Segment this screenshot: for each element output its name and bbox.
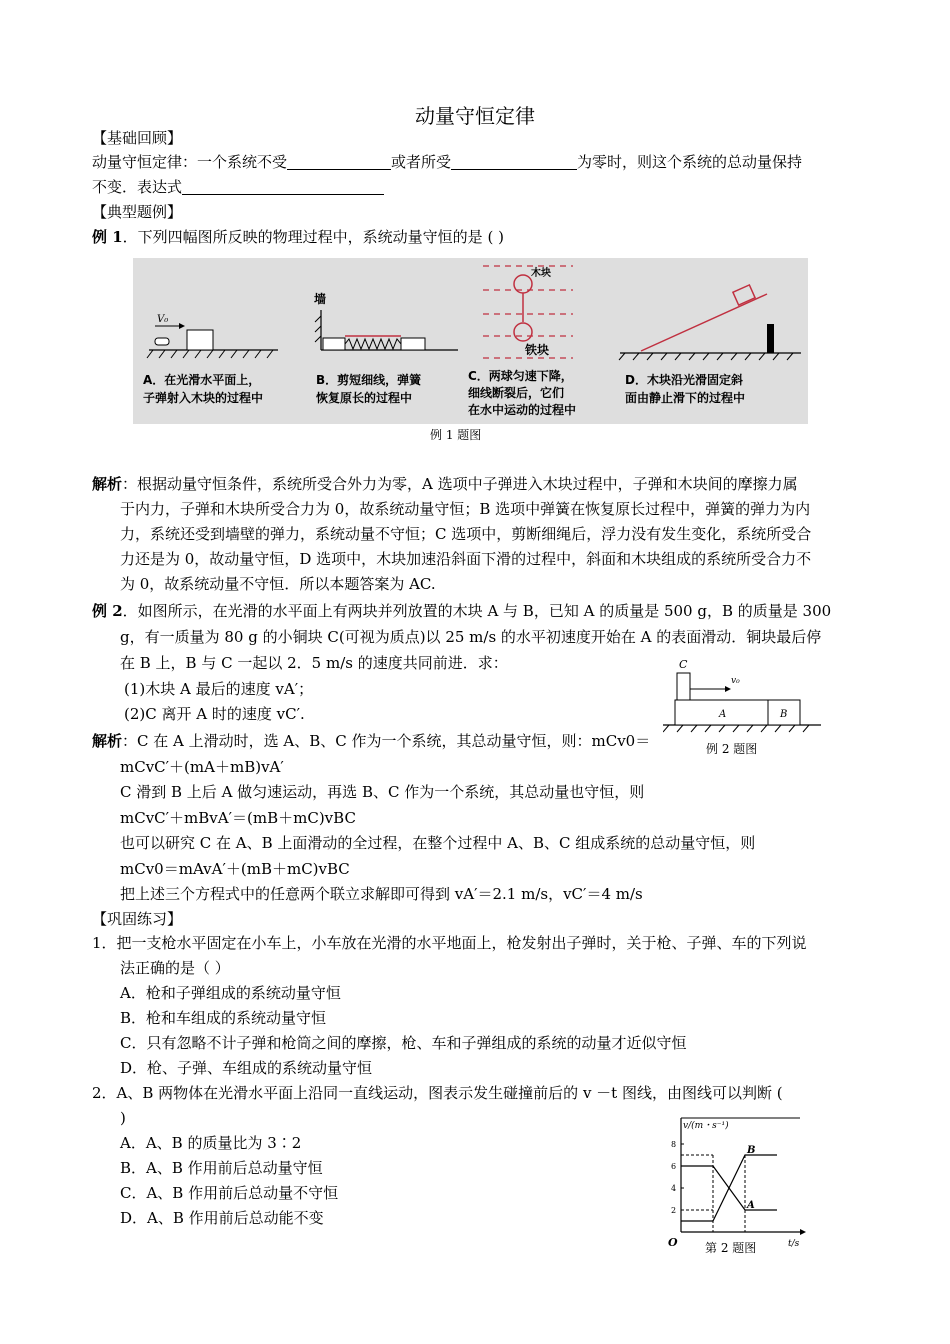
caption-c-2: 细线断裂后，它们	[468, 386, 565, 400]
example-2-line-3: 在 B 上，B 与 C 一起以 2．5 m/s 的速度共同前进．求：	[120, 654, 508, 672]
chart-caption: 第 2 题图	[705, 1241, 757, 1255]
bullet	[155, 338, 169, 345]
stopper	[767, 324, 774, 353]
vt-chart	[668, 1112, 806, 1250]
example-1-text: ．下列四幅图所反映的物理过程中，系统动量守恒的是 ( )	[122, 228, 504, 246]
answer-2-line-4: mCvC′＋mBvA′＝(mB＋mC)vBC	[120, 809, 356, 827]
caption-d-2: 面由静止滑下的过程中	[625, 391, 746, 405]
answer-1-line-3: 力，系统还受到墙壁的弹力，系统动量不守恒；C 选项中，剪断细绳后，浮力没有发生变化，系统所受合	[120, 525, 812, 543]
answer-1-text-1: ：根据动量守恒条件，系统所受合外力为零，A 选项中子弹进入木块过程中，子弹和木块间的摩擦力属	[122, 475, 798, 493]
block-b2	[401, 338, 425, 350]
law-line-2	[92, 177, 384, 197]
series-b-label: B	[747, 1145, 756, 1156]
answer-1-line-2: 于内力，子弹和木块所受合力为 0，故系统动量守恒；B 选项中弹簧在恢复原长过程中，弹簧的弹力为内	[120, 500, 811, 518]
caption-b-1: B．剪短细线，弹簧	[316, 373, 422, 387]
law-text-2: 或者所受	[391, 153, 452, 171]
v0-label: V₀	[157, 314, 169, 325]
question-2-option-a: A．A、B 的质量比为 3∶2	[120, 1134, 302, 1152]
question-1-option-c: C．只有忽略不计子弹和枪筒之间的摩擦，枪、车和子弹组成的系统的动量才近似守恒	[120, 1034, 687, 1052]
blank-1	[287, 154, 391, 170]
question-2-option-d: D．A、B 作用前后总动能不变	[120, 1209, 324, 1227]
b-label: B	[780, 709, 788, 720]
question-1-option-a: A．枪和子弹组成的系统动量守恒	[120, 984, 341, 1002]
blank-2	[451, 154, 577, 170]
law-text-3: 为零时，则这个系统的总动量保持	[577, 153, 803, 171]
question-2-option-c: C．A、B 作用前后总动量不守恒	[120, 1184, 339, 1202]
y-tick-label: 8	[671, 1140, 677, 1149]
x-axis-arrow	[800, 1229, 806, 1235]
answer-2-line-5: 也可以研究 C 在 A、B 上面滑动的全过程，在整个过程中 A、B、C 组成系统的总动量守恒，则	[120, 834, 756, 852]
example-1-label: 例 1	[92, 228, 123, 246]
answer-2-line-1	[92, 731, 650, 751]
y-tick-label: 6	[671, 1162, 677, 1171]
origin-label: O	[668, 1236, 678, 1249]
answer-2-line-7: 把上述三个方程式中的任意两个联立求解即可得到 vA′＝2.1 m/s，vC′＝4 m/s	[120, 885, 643, 903]
law-text-4: 不变．表达式	[92, 178, 183, 196]
blank-3	[182, 179, 384, 195]
question-1-option-d: D．枪、子弹、车组成的系统动量守恒	[120, 1059, 373, 1077]
caption-d-1: D．木块沿光滑固定斜	[625, 373, 743, 387]
wall-label: 墙	[314, 292, 327, 306]
caption-b-2: 恢复原长的过程中	[316, 391, 413, 405]
example-2-label: 例 2	[92, 602, 123, 620]
question-2-line-1: 2．A、B 两物体在光滑水平面上沿同一直线运动，图表示发生碰撞前后的 v －t 图线，由图线可以判断 (	[92, 1084, 783, 1102]
y-axis-label: v/(m・s⁻¹)	[683, 1121, 729, 1131]
answer-2-text-1: ：C 在 A 上滑动时，选 A、B、C 作为一个系统，其总动量守恒，则：mCv0＝	[122, 732, 651, 750]
section-practice: 【巩固练习】	[92, 910, 183, 928]
page-title: 动量守恒定律	[415, 104, 535, 128]
question-2-option-b: B．A、B 作用前后总动量守恒	[120, 1159, 323, 1177]
y-tick-label: 4	[671, 1184, 677, 1193]
wood-block-label: 木块	[531, 268, 551, 279]
question-2-line-2: )	[120, 1109, 126, 1127]
answer-2-line-2: mCvC′＋(mA＋mB)vA′	[120, 758, 284, 776]
answer-1-line-4: 力还是为 0，故动量守恒，D 选项中，木块加速沿斜面下滑的过程中，斜面和木块组成的系统所受合力不	[120, 550, 812, 568]
question-1-line-2: 法正确的是（ ）	[120, 959, 230, 977]
v0-label-2: v₀	[731, 676, 740, 686]
example-2-figure	[663, 655, 825, 733]
example-2-q1: (1)木块 A 最后的速度 vA′；	[124, 680, 314, 698]
example-2-line-1	[92, 601, 831, 621]
c-label: C	[679, 658, 688, 671]
figure-2-caption: 例 2 题图	[706, 742, 758, 756]
question-1-option-b: B．枪和车组成的系统动量守恒	[120, 1009, 327, 1027]
law-line-1	[92, 152, 802, 172]
example-1-question	[92, 227, 504, 247]
answer-1-line-1	[92, 474, 798, 494]
series-a-label: A	[747, 1200, 755, 1211]
block-c	[677, 673, 690, 700]
caption-c-3: 在水中运动的过程中	[468, 403, 577, 417]
iron-block-label: 铁块	[525, 343, 550, 357]
a-label: A	[719, 709, 727, 720]
section-examples: 【典型题例】	[92, 203, 183, 221]
caption-a-1: A．在光滑水平面上，	[143, 373, 261, 387]
example-1-figure	[133, 258, 808, 424]
section-review: 【基础回顾】	[92, 129, 183, 147]
block-b1	[323, 338, 345, 350]
example-2-q2: (2)C 离开 A 时的速度 vC′.	[124, 705, 305, 723]
figure-1-caption: 例 1 题图	[430, 428, 482, 442]
series-b-line	[681, 1155, 777, 1221]
caption-c-1: C．两球匀速下降，	[468, 369, 573, 383]
answer-1-label: 解析	[92, 475, 123, 493]
answer-2-line-6: mCv0＝mAvA′＋(mB＋mC)vBC	[120, 860, 350, 878]
question-1-line-1: 1．把一支枪水平固定在小车上，小车放在光滑的水平地面上，枪发射出子弹时，关于枪、子弹、车的下列说	[92, 934, 807, 952]
example-2-text-1: ．如图所示，在光滑的水平面上有两块并列放置的木块 A 与 B，已知 A 的质量是 500 g，B 的质量是 300	[122, 602, 832, 620]
x-axis-label: t/s	[788, 1239, 800, 1249]
y-tick-label: 2	[671, 1206, 677, 1215]
example-2-line-2: g，有一质量为 80 g 的小铜块 C(可视为质点)以 25 m/s 的水平初速度开始在 A 的表面滑动．铜块最后停	[120, 628, 822, 646]
law-text-1: 动量守恒定律：一个系统不受	[92, 153, 288, 171]
answer-2-label: 解析	[92, 732, 123, 750]
caption-a-2: 子弹射入木块的过程中	[143, 391, 264, 405]
answer-2-line-3: C 滑到 B 上后 A 做匀速运动，再选 B、C 作为一个系统，其总动量也守恒，则	[120, 783, 645, 801]
wood-block-a	[187, 330, 213, 350]
answer-1-line-5: 为 0，故系统动量不守恒．所以本题答案为 AC.	[120, 575, 436, 593]
